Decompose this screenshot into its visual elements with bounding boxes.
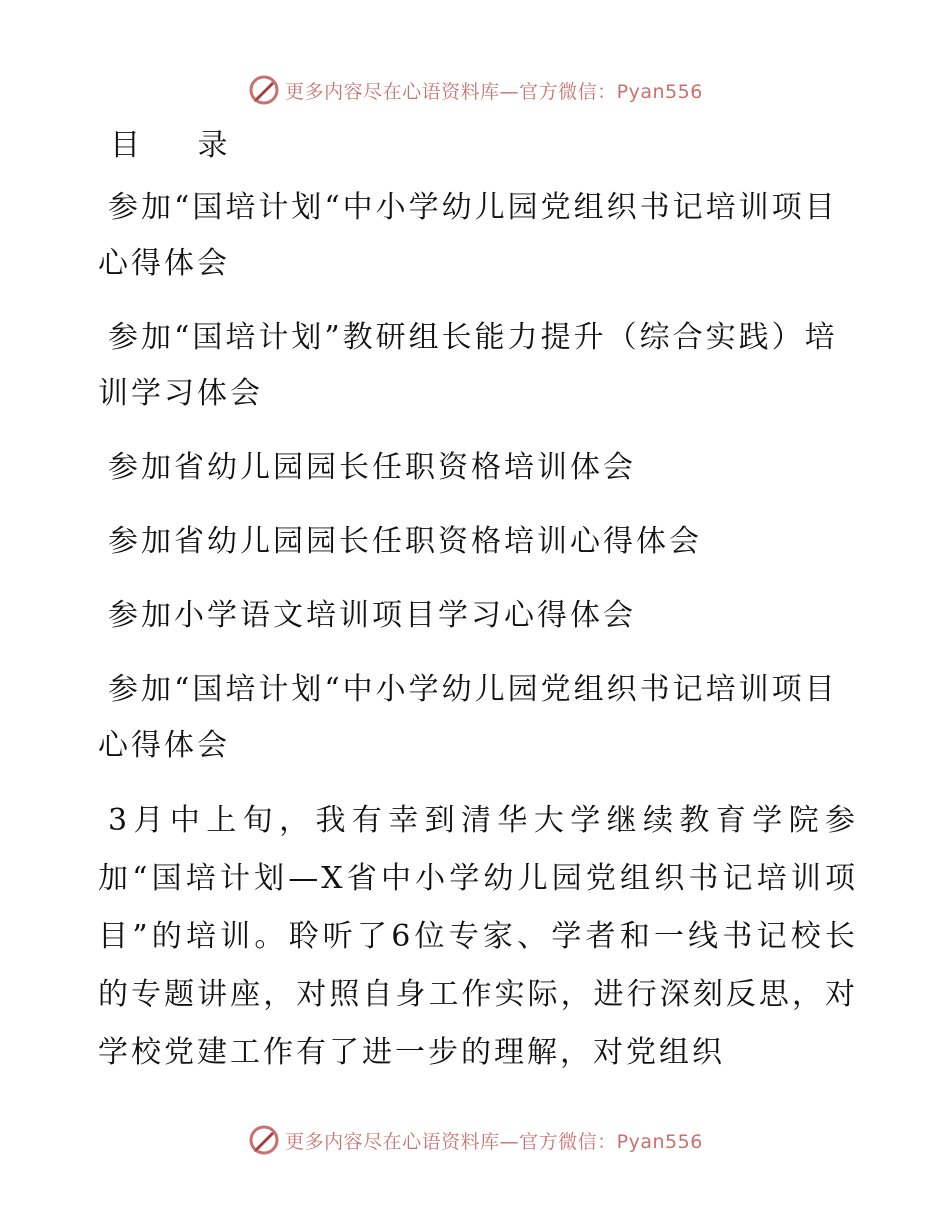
toc-title: 目 录 (110, 128, 252, 163)
document-body (98, 118, 858, 1082)
pen-circle-logo-icon (247, 1123, 281, 1157)
toc-item: 参加省幼儿园园长任职资格培训体会 (108, 450, 636, 485)
article-title: 参加“国培计划“中小学幼儿园党组织书记培训项目心得体会 (98, 672, 838, 763)
toc-item: 参加小学语文培训项目学习心得体会 (108, 598, 636, 633)
footer-watermark-text: 更多内容尽在心语资料库—官方微信：Pyan556 (285, 1130, 703, 1153)
toc-item: 参加“国培计划“中小学幼儿园党组织书记培训项目心得体会 (98, 190, 838, 281)
pen-circle-logo-icon (247, 73, 281, 107)
toc-item: 参加“国培计划”教研组长能力提升（综合实践）培训学习体会 (98, 320, 838, 411)
footer-watermark (0, 1120, 950, 1160)
header-watermark (0, 70, 950, 110)
toc-item: 参加省幼儿园园长任职资格培训心得体会 (108, 524, 702, 559)
article-paragraph: 3月中上旬，我有幸到清华大学继续教育学院参加“国培计划—X省中小学幼儿园党组织书记培训项目”的培训。聆听了6位专家、学者和一线书记校长的专题讲座，对照自身工作实际，进行深刻反思，对学校党建工作有了进一步的理解，对党组织 (98, 803, 858, 1070)
header-watermark-text: 更多内容尽在心语资料库—官方微信：Pyan556 (285, 80, 703, 103)
